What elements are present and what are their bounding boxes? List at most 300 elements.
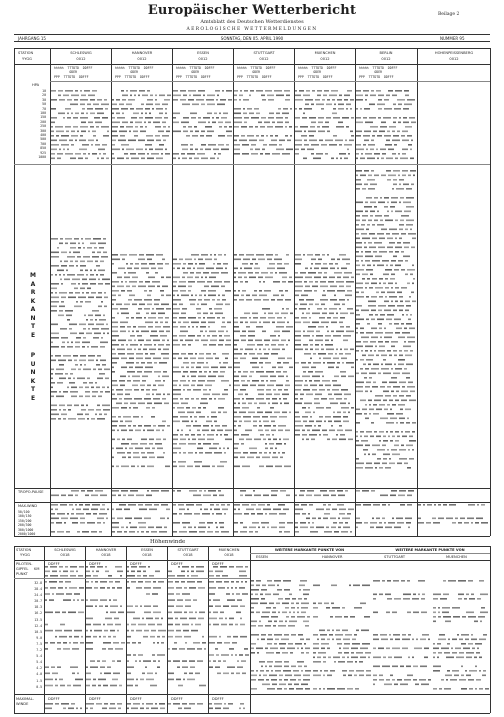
print-glyphs [242, 504, 249, 506]
print-glyphs [98, 270, 105, 272]
print-glyphs [112, 304, 114, 306]
print-glyphs [279, 684, 286, 686]
print-glyphs [402, 634, 406, 636]
print-glyphs [326, 607, 330, 609]
print-glyphs [137, 466, 139, 468]
print-glyphs [204, 371, 207, 373]
ddfff-label: DDFFF [89, 562, 101, 566]
print-glyphs [201, 144, 206, 146]
print-glyphs [344, 643, 350, 645]
print-glyphs [360, 359, 364, 361]
print-glyphs [203, 272, 209, 274]
print-glyphs [224, 389, 228, 391]
print-glyphs [74, 238, 79, 240]
print-glyphs [86, 571, 90, 573]
print-glyphs [359, 661, 363, 663]
print-glyphs [162, 122, 166, 124]
print-glyphs [96, 297, 102, 299]
print-glyphs [133, 654, 136, 656]
print-glyphs [155, 322, 158, 324]
print-glyphs [229, 648, 234, 650]
print-glyphs [334, 394, 342, 396]
print-glyphs [55, 274, 57, 276]
pilot-label: GIPFEL [16, 567, 29, 571]
print-glyphs [77, 378, 85, 380]
print-glyphs [261, 117, 266, 119]
print-glyphs [222, 322, 225, 324]
print-glyphs [377, 319, 384, 321]
print-glyphs [234, 531, 238, 533]
print-glyphs [356, 467, 363, 469]
print-glyphs [363, 449, 368, 451]
print-glyphs [349, 140, 354, 142]
print-glyphs [110, 703, 115, 705]
print-glyphs [139, 254, 144, 256]
print-glyphs [330, 403, 338, 405]
print-glyphs [251, 144, 256, 146]
print-glyphs [127, 452, 131, 454]
print-glyphs [276, 371, 281, 373]
print-glyphs [234, 430, 237, 432]
print-glyphs [80, 90, 82, 92]
print-glyphs [408, 233, 416, 235]
print-glyphs [117, 349, 125, 351]
print-glyphs [421, 598, 425, 600]
print-glyphs [173, 434, 178, 436]
print-glyphs [452, 670, 459, 672]
print-glyphs [287, 322, 289, 324]
print-glyphs [326, 527, 329, 529]
print-glyphs [238, 425, 241, 427]
print-glyphs [71, 490, 79, 492]
print-glyphs [138, 624, 146, 626]
print-glyphs [211, 367, 218, 369]
print-glyphs [85, 387, 89, 389]
print-glyphs [288, 625, 295, 627]
print-glyphs [146, 254, 154, 256]
print-glyphs [135, 430, 141, 432]
print-glyphs [321, 322, 329, 324]
print-glyphs [251, 585, 254, 587]
station-name: ESSEN [141, 548, 153, 552]
height-value: 7.2 [36, 648, 42, 653]
print-glyphs [402, 175, 406, 177]
print-glyphs [371, 490, 375, 492]
print-glyphs [363, 144, 366, 146]
print-glyphs [112, 272, 117, 274]
print-glyphs [273, 452, 276, 454]
print-glyphs [85, 396, 90, 398]
print-glyphs [151, 708, 158, 710]
print-glyphs [141, 331, 149, 333]
print-glyphs [244, 421, 251, 423]
print-glyphs [408, 449, 410, 451]
print-glyphs [196, 367, 201, 369]
print-glyphs [387, 386, 391, 388]
print-glyphs [198, 117, 201, 119]
print-glyphs [138, 140, 145, 142]
print-glyphs [173, 117, 176, 119]
print-glyphs [239, 254, 244, 256]
print-glyphs [347, 513, 351, 515]
print-glyphs [165, 108, 167, 110]
print-glyphs [161, 504, 168, 506]
print-glyphs [126, 286, 130, 288]
print-glyphs [264, 313, 266, 315]
print-glyphs [329, 144, 337, 146]
print-glyphs [271, 299, 275, 301]
print-glyphs [259, 322, 261, 324]
print-glyphs [90, 566, 95, 568]
print-glyphs [208, 527, 210, 529]
print-glyphs [173, 113, 180, 115]
print-glyphs [394, 355, 397, 357]
print-glyphs [157, 286, 160, 288]
print-glyphs [127, 708, 129, 710]
print-glyphs [120, 605, 122, 607]
divider [44, 546, 45, 713]
print-glyphs [305, 380, 307, 382]
print-glyphs [295, 117, 300, 119]
print-glyphs [173, 153, 179, 155]
print-glyphs [255, 126, 258, 128]
print-glyphs [315, 254, 320, 256]
print-glyphs [165, 263, 169, 265]
print-glyphs [112, 358, 119, 360]
print-glyphs [209, 575, 214, 577]
print-glyphs [337, 259, 340, 261]
print-glyphs [315, 304, 319, 306]
print-glyphs [282, 308, 284, 310]
print-glyphs [283, 362, 289, 364]
print-glyphs [129, 254, 137, 256]
print-glyphs [448, 580, 456, 582]
print-glyphs [103, 238, 106, 240]
print-glyphs [158, 630, 166, 632]
print-glyphs [217, 466, 224, 468]
print-glyphs [391, 260, 396, 262]
print-glyphs [434, 504, 436, 506]
print-glyphs [310, 385, 317, 387]
print-glyphs [325, 416, 331, 418]
print-glyphs [395, 90, 402, 92]
print-glyphs [374, 242, 382, 244]
print-glyphs [203, 495, 211, 497]
print-glyphs [146, 135, 153, 137]
print-glyphs [58, 90, 63, 92]
print-glyphs [234, 254, 237, 256]
print-glyphs [335, 353, 337, 355]
print-glyphs [295, 389, 301, 391]
print-glyphs [90, 99, 95, 101]
print-glyphs [190, 666, 195, 668]
print-glyphs [365, 202, 368, 204]
print-glyphs [331, 495, 336, 497]
print-glyphs [384, 99, 389, 101]
print-glyphs [209, 277, 216, 279]
print-glyphs [248, 335, 255, 337]
print-glyphs [136, 495, 144, 497]
print-glyphs [51, 346, 59, 348]
weitere-header: WEITERE MARKANTE PUNKTE VON [395, 548, 465, 552]
print-glyphs [118, 353, 125, 355]
print-glyphs [176, 679, 181, 681]
print-glyphs [213, 660, 216, 662]
print-glyphs [327, 648, 330, 650]
print-glyphs [255, 594, 258, 596]
print-glyphs [93, 679, 96, 681]
print-glyphs [240, 605, 245, 607]
print-glyphs [51, 288, 57, 290]
print-glyphs [185, 434, 189, 436]
print-glyphs [145, 367, 153, 369]
print-glyphs [143, 660, 151, 662]
print-glyphs [396, 328, 402, 330]
print-glyphs [339, 353, 343, 355]
print-glyphs [245, 349, 253, 351]
print-glyphs [318, 117, 324, 119]
print-glyphs [407, 283, 410, 285]
print-glyphs [158, 268, 163, 270]
print-glyphs [442, 607, 450, 609]
print-glyphs [71, 342, 73, 344]
print-glyphs [393, 395, 397, 397]
print-glyphs [224, 452, 226, 454]
print-glyphs [330, 268, 335, 270]
print-glyphs [117, 117, 125, 119]
print-glyphs [321, 144, 327, 146]
print-glyphs [338, 652, 342, 654]
level-value: 400 [40, 133, 46, 138]
print-glyphs [134, 95, 136, 97]
print-glyphs [127, 326, 131, 328]
print-glyphs [75, 364, 78, 366]
print-glyphs [305, 349, 308, 351]
print-glyphs [131, 566, 137, 568]
print-glyphs [437, 643, 441, 645]
print-glyphs [158, 317, 163, 319]
print-glyphs [458, 580, 466, 582]
print-glyphs [390, 675, 393, 677]
print-glyphs [142, 95, 148, 97]
print-glyphs [379, 431, 384, 433]
print-glyphs [410, 158, 414, 160]
print-glyphs [143, 575, 147, 577]
print-glyphs [135, 685, 138, 687]
print-glyphs [98, 685, 101, 687]
print-glyphs [329, 95, 337, 97]
print-glyphs [95, 108, 103, 110]
print-glyphs [213, 371, 218, 373]
print-glyphs [90, 113, 95, 115]
print-glyphs [318, 353, 326, 355]
print-glyphs [59, 636, 67, 638]
print-glyphs [308, 272, 316, 274]
print-glyphs [130, 344, 138, 346]
print-glyphs [242, 673, 246, 675]
print-glyphs [243, 452, 248, 454]
print-glyphs [173, 403, 179, 405]
print-glyphs [81, 636, 83, 638]
print-glyphs [188, 353, 193, 355]
print-glyphs [70, 333, 77, 335]
print-glyphs [366, 431, 372, 433]
print-glyphs [112, 281, 119, 283]
print-glyphs [313, 353, 316, 355]
print-glyphs [112, 389, 114, 391]
print-glyphs [368, 305, 376, 307]
print-glyphs [266, 679, 269, 681]
print-glyphs [391, 391, 394, 393]
print-glyphs [201, 277, 203, 279]
print-glyphs [455, 518, 458, 520]
print-glyphs [188, 90, 196, 92]
print-glyphs [259, 421, 261, 423]
print-glyphs [310, 126, 315, 128]
print-glyphs [356, 202, 363, 204]
print-glyphs [393, 350, 397, 352]
print-glyphs [438, 652, 442, 654]
print-glyphs [276, 117, 283, 119]
print-glyphs [275, 670, 281, 672]
print-glyphs [412, 657, 414, 659]
print-glyphs [168, 703, 171, 705]
print-glyphs [392, 233, 399, 235]
print-glyphs [86, 685, 90, 687]
print-glyphs [380, 337, 382, 339]
print-glyphs [380, 495, 388, 497]
print-glyphs [244, 117, 249, 119]
print-glyphs [404, 211, 411, 213]
print-glyphs [128, 376, 130, 378]
print-glyphs [365, 368, 369, 370]
print-glyphs [134, 340, 136, 342]
print-glyphs [399, 202, 401, 204]
print-glyphs [343, 277, 349, 279]
print-glyphs [351, 277, 354, 279]
print-glyphs [215, 708, 221, 710]
print-glyphs [153, 122, 160, 124]
print-glyphs [195, 149, 198, 151]
print-glyphs [374, 175, 379, 177]
print-glyphs [406, 323, 412, 325]
print-glyphs [277, 688, 282, 690]
print-glyphs [74, 306, 82, 308]
print-glyphs [66, 531, 70, 533]
print-glyphs [242, 466, 250, 468]
print-glyphs [327, 688, 335, 690]
print-glyphs [276, 603, 280, 605]
print-glyphs [75, 679, 83, 681]
print-glyphs [181, 353, 186, 355]
print-glyphs [375, 332, 383, 334]
print-glyphs [252, 295, 257, 297]
print-glyphs [201, 131, 205, 133]
height-value: 18.3 [34, 605, 42, 610]
print-glyphs [113, 599, 117, 601]
print-glyphs [364, 436, 368, 438]
print-glyphs [112, 398, 117, 400]
print-glyphs [342, 362, 344, 364]
print-glyphs [163, 140, 166, 142]
print-glyphs [56, 522, 62, 524]
print-glyphs [286, 308, 289, 310]
print-glyphs [445, 675, 452, 677]
print-glyphs [201, 322, 206, 324]
print-glyphs [118, 416, 121, 418]
print-glyphs [481, 504, 485, 506]
print-glyphs [284, 531, 290, 533]
print-glyphs [218, 144, 224, 146]
print-glyphs [323, 495, 329, 497]
print-glyphs [309, 434, 317, 436]
print-glyphs [188, 335, 195, 337]
print-glyphs [138, 522, 146, 524]
print-glyphs [382, 463, 387, 465]
print-glyphs [241, 660, 246, 662]
print-glyphs [112, 108, 119, 110]
print-glyphs [121, 466, 129, 468]
print-glyphs [387, 580, 391, 582]
print-glyphs [219, 126, 222, 128]
print-glyphs [389, 323, 392, 325]
print-glyphs [481, 522, 488, 524]
print-glyphs [92, 131, 96, 133]
print-glyphs [251, 603, 258, 605]
print-glyphs [382, 580, 385, 582]
print-glyphs [94, 270, 96, 272]
print-glyphs [407, 99, 415, 101]
print-glyphs [315, 99, 320, 101]
print-glyphs [296, 688, 303, 690]
print-glyphs [356, 233, 359, 235]
print-glyphs [330, 518, 336, 520]
print-glyphs [461, 643, 466, 645]
print-glyphs [241, 380, 245, 382]
print-glyphs [59, 99, 65, 101]
print-glyphs [191, 254, 199, 256]
print-glyphs [433, 612, 436, 614]
print-glyphs [410, 274, 413, 276]
print-glyphs [339, 308, 341, 310]
print-glyphs [165, 153, 170, 155]
print-glyphs [395, 158, 398, 160]
print-glyphs [373, 612, 378, 614]
print-glyphs [148, 527, 154, 529]
print-glyphs [273, 509, 281, 511]
print-glyphs [284, 634, 289, 636]
print-glyphs [257, 652, 259, 654]
print-glyphs [402, 149, 408, 151]
print-glyphs [124, 403, 128, 405]
print-glyphs [365, 287, 367, 289]
print-glyphs [108, 575, 112, 577]
print-glyphs [222, 317, 225, 319]
print-glyphs [160, 322, 163, 324]
print-glyphs [59, 306, 65, 308]
print-glyphs [382, 260, 389, 262]
print-glyphs [321, 108, 324, 110]
print-glyphs [308, 131, 316, 133]
print-glyphs [261, 616, 269, 618]
print-glyphs [128, 457, 131, 459]
print-glyphs [240, 618, 242, 620]
print-glyphs [279, 679, 282, 681]
print-glyphs [149, 149, 153, 151]
print-glyphs [188, 452, 193, 454]
print-glyphs [153, 587, 161, 589]
print-glyphs [252, 313, 258, 315]
